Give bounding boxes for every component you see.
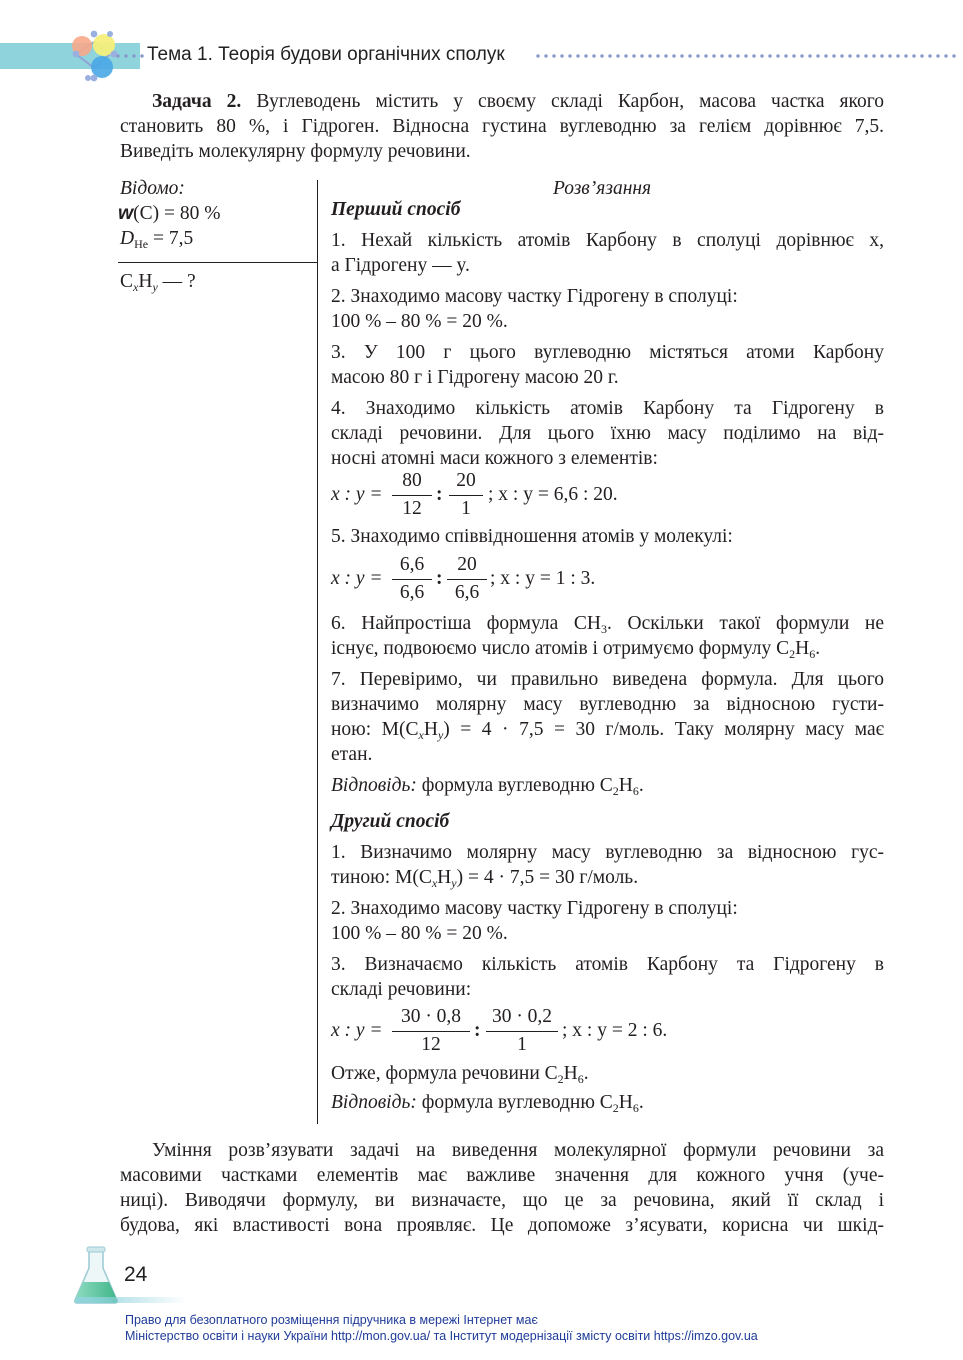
solution-heading: Розв’язання xyxy=(553,178,652,199)
method-1-heading: Перший спосіб xyxy=(331,199,461,220)
m2-step-3-line-1: 3. Визначаємо кількість атомів Карбону та Гідрогену в xyxy=(331,954,884,975)
step-4-line-3: носні атомні маси кожного з елементів: xyxy=(331,448,658,469)
given-density: $D_{He} = 7,5$ xyxy=(120,228,194,251)
eq2-fraction-1: 6,6 6,6 xyxy=(392,553,432,607)
eq1-fraction-1: 80 12 xyxy=(392,469,432,523)
step-4-line-2: складі речовини. Для цього їхню масу поділимо на від- xyxy=(331,423,884,444)
step-5-line-1: 5. Знаходимо співвідношення атомів у молекулі: xyxy=(331,526,733,547)
eq1-colon: : xyxy=(436,484,443,505)
header-dots-left xyxy=(114,54,144,58)
given-heading: Відомо: xyxy=(120,178,185,199)
closing-line-3: ниці). Виводячи формулу, ви визначаєте, що це за речовина, який її склад і xyxy=(120,1190,884,1211)
footer-accent-bar xyxy=(76,1297,186,1303)
header-dots-right xyxy=(534,54,960,58)
footer-line-2: Міністерство освіти і науки України http://mon.gov.ua/ та Інститут модернізації змісту освіти https://imzo.gov.ua xyxy=(125,1329,758,1343)
method-2-heading: Другий спосіб xyxy=(331,811,450,832)
task-line-1: Задача 2. Вуглеводень містить у своєму складі Карбон, масова частка якого xyxy=(152,91,885,112)
closing-line-4: будова, які властивості вона проявляє. Це допоможе з’ясувати, корисна чи шкід- xyxy=(120,1215,884,1236)
column-divider xyxy=(317,180,318,1124)
answer-1: Відповідь: формула вуглеводню $C_2H_6$. xyxy=(331,775,644,798)
step-6-line-2: існує, подвоюємо число атомів і отримуємо формулу $C_2H_6$. xyxy=(331,638,821,661)
eq3-fraction-2: 30 · 0,2 1 xyxy=(486,1005,558,1059)
step-7-line-2: визначимо молярну масу вуглеводню за відносною густи- xyxy=(331,694,884,715)
eq1-result: ; x : y = 6,6 : 20. xyxy=(488,484,618,505)
eq2-result: ; x : y = 1 : 3. xyxy=(490,568,596,589)
eq3-lhs: x : y = xyxy=(331,1020,383,1041)
page-number: 24 xyxy=(124,1263,148,1286)
step-7-line-1: 7. Перевіримо, чи правильно виведена формула. Для цього xyxy=(331,669,884,690)
step-1-line-2: а Гідрогену — y. xyxy=(331,255,470,276)
m2-step-2-line-1: 2. Знаходимо масову частку Гідрогену в сполуці: xyxy=(331,898,738,919)
m2-step-1-line-1: 1. Визначимо молярну масу вуглеводню за відносною гус- xyxy=(331,842,884,863)
header-title: Тема 1. Теорія будови органічних сполук xyxy=(147,44,505,65)
closing-line-2: масовими частками елементів має важливе значення для кожного учня (уче- xyxy=(120,1165,884,1186)
step-1-line-1: 1. Нехай кількість атомів Карбону в сполуці дорівнює x, xyxy=(331,230,884,251)
eq1-fraction-2: 20 1 xyxy=(449,469,483,523)
find-formula: $C_xH_y$ — ? xyxy=(120,271,196,294)
given-divider xyxy=(118,262,318,263)
step-7-line-4: етан. xyxy=(331,744,373,765)
task-label: Задача 2. xyxy=(152,91,242,112)
hence-formula: Отже, формула речовини $C_2H_6$. xyxy=(331,1063,589,1086)
step-6-line-1: 6. Найпростіша формула $CH_3$. Оскільки такої формули не xyxy=(331,613,885,636)
task-line-3: Виведіть молекулярну формулу речовини. xyxy=(120,141,471,162)
eq2-lhs: x : y = xyxy=(331,568,383,589)
m2-step-3-line-2: складі речовини: xyxy=(331,979,472,1000)
answer-2: Відповідь: формула вуглеводню $C_2H_6$. xyxy=(331,1092,644,1115)
eq3-result: ; x : y = 2 : 6. xyxy=(562,1020,668,1041)
eq2-fraction-2: 20 6,6 xyxy=(447,553,487,607)
step-3-line-2: масою 80 г і Гідрогену масою 20 г. xyxy=(331,367,619,388)
task-line-2: становить 80 %, і Гідроген. Відносна густина вуглеводню за гелієм дорівнює 7,5. xyxy=(120,116,884,137)
step-3-line-1: 3. У 100 г цього вуглеводню містяться атоми Карбону xyxy=(331,342,884,363)
closing-line-1: Уміння розв’язувати задачі на виведення молекулярної формули речовини за xyxy=(152,1140,884,1161)
step-2-line-1: 2. Знаходимо масову частку Гідрогену в сполуці: xyxy=(331,286,738,307)
m2-step-1-line-2: тиною: $M(C_xH_y) = 4 \cdot 7,5 = 30$ г/моль. xyxy=(331,867,639,890)
eq3-colon: : xyxy=(474,1020,481,1041)
eq2-colon: : xyxy=(436,568,443,589)
step-4-line-1: 4. Знаходимо кількість атомів Карбону та Гідрогену в xyxy=(331,398,884,419)
m2-step-2-line-2: 100 % – 80 % = 20 %. xyxy=(331,923,508,944)
given-mass-fraction: w(C) = 80 % xyxy=(118,202,221,224)
step-7-line-3: ною: $M(C_xH_y) = 4 \cdot 7,5 = 30$ г/моль. Таку молярну масу має xyxy=(331,719,885,742)
eq1-lhs: x : y = xyxy=(331,484,383,505)
footer-line-1: Право для безоплатного розміщення підручника в мережі Інтернет має xyxy=(125,1313,538,1327)
step-2-line-2: 100 % – 80 % = 20 %. xyxy=(331,311,508,332)
eq3-fraction-1: 30 · 0,8 12 xyxy=(392,1005,470,1059)
